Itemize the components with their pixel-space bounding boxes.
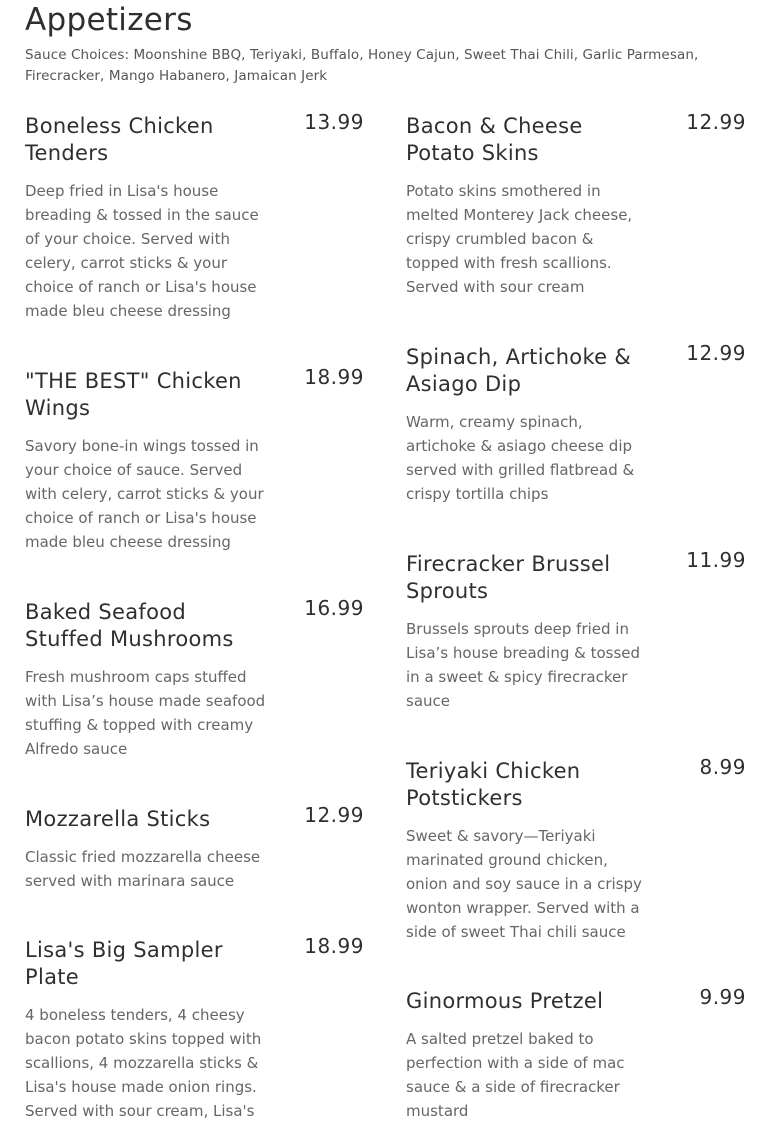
item-name: "THE BEST" Chicken Wings: [25, 369, 242, 420]
item-name: Teriyaki Chicken Potstickers: [406, 759, 581, 810]
item-price: 18.99: [304, 365, 364, 389]
item-price: 12.99: [686, 341, 746, 365]
item-description: 4 boneless tenders, 4 cheesy bacon potato skins topped with scallions, 4 mozzarella sticks & Lisa's house made onion rings. Served with sour cream, Lisa's: [25, 1006, 262, 1120]
menu-item: [406, 110, 746, 299]
item-name: Ginormous Pretzel: [406, 989, 604, 1013]
menu-item: [25, 934, 364, 1123]
item-name: Baked Seafood Stuffed Mushrooms: [25, 600, 234, 651]
item-price: 9.99: [699, 985, 746, 1009]
item-price: 18.99: [304, 934, 364, 958]
menu-item: [406, 755, 746, 944]
sauce-choices: Sauce Choices: Moonshine BBQ, Teriyaki, Buffalo, Honey Cajun, Sweet Thai Chili, Garlic Parmesan, Firecracker, Mango Habanero, Jamaican Jerk: [25, 47, 699, 84]
item-price: 11.99: [686, 548, 746, 572]
menu-item: [25, 110, 364, 323]
item-price: 8.99: [699, 755, 746, 779]
section-title: Appetizers: [25, 2, 193, 38]
item-name: Lisa's Big Sampler Plate: [25, 938, 223, 989]
menu-item: [406, 548, 746, 713]
item-name: Firecracker Brussel Sprouts: [406, 552, 611, 603]
item-name: Spinach, Artichoke & Asiago Dip: [406, 345, 632, 396]
menu-item: [25, 365, 364, 554]
item-price: 16.99: [304, 596, 364, 620]
item-price: 12.99: [686, 110, 746, 134]
item-description: Warm, creamy spinach, artichoke & asiago cheese dip served with grilled flatbread & crispy tortilla chips: [406, 413, 635, 503]
item-description: Savory bone-in wings tossed in your choice of sauce. Served with celery, carrot sticks & your choice of ranch or Lisa's house made bleu cheese dressing: [25, 437, 264, 551]
menu-item: [406, 985, 746, 1123]
menu-item: [25, 596, 364, 761]
item-description: Brussels sprouts deep fried in Lisa’s house breading & tossed in a sweet & spicy firecracker sauce: [406, 620, 641, 710]
item-description: Classic fried mozzarella cheese served with marinara sauce: [25, 848, 261, 890]
menu-item: [406, 341, 746, 506]
item-description: Fresh mushroom caps stuffed with Lisa’s house made seafood stuffing & topped with creamy Alfredo sauce: [25, 668, 266, 758]
item-description: Sweet & savory—Teriyaki marinated ground chicken, onion and soy sauce in a crispy wonton wrapper. Served with a side of sweet Thai chili sauce: [406, 827, 642, 941]
item-price: 12.99: [304, 803, 364, 827]
item-name: Mozzarella Sticks: [25, 807, 211, 831]
item-price: 13.99: [304, 110, 364, 134]
item-description: Potato skins smothered in melted Monterey Jack cheese, crispy crumbled bacon & topped with fresh scallions. Served with sour cream: [406, 182, 633, 296]
item-name: Boneless Chicken Tenders: [25, 114, 214, 165]
item-description: A salted pretzel baked to perfection with a side of mac sauce & a side of firecracker mustard: [406, 1030, 625, 1120]
menu-item: [25, 803, 364, 893]
item-name: Bacon & Cheese Potato Skins: [406, 114, 583, 165]
item-description: Deep fried in Lisa's house breading & tossed in the sauce of your choice. Served with celery, carrot sticks & your choice of ranch or Lisa's house made bleu cheese dressing: [25, 182, 259, 320]
